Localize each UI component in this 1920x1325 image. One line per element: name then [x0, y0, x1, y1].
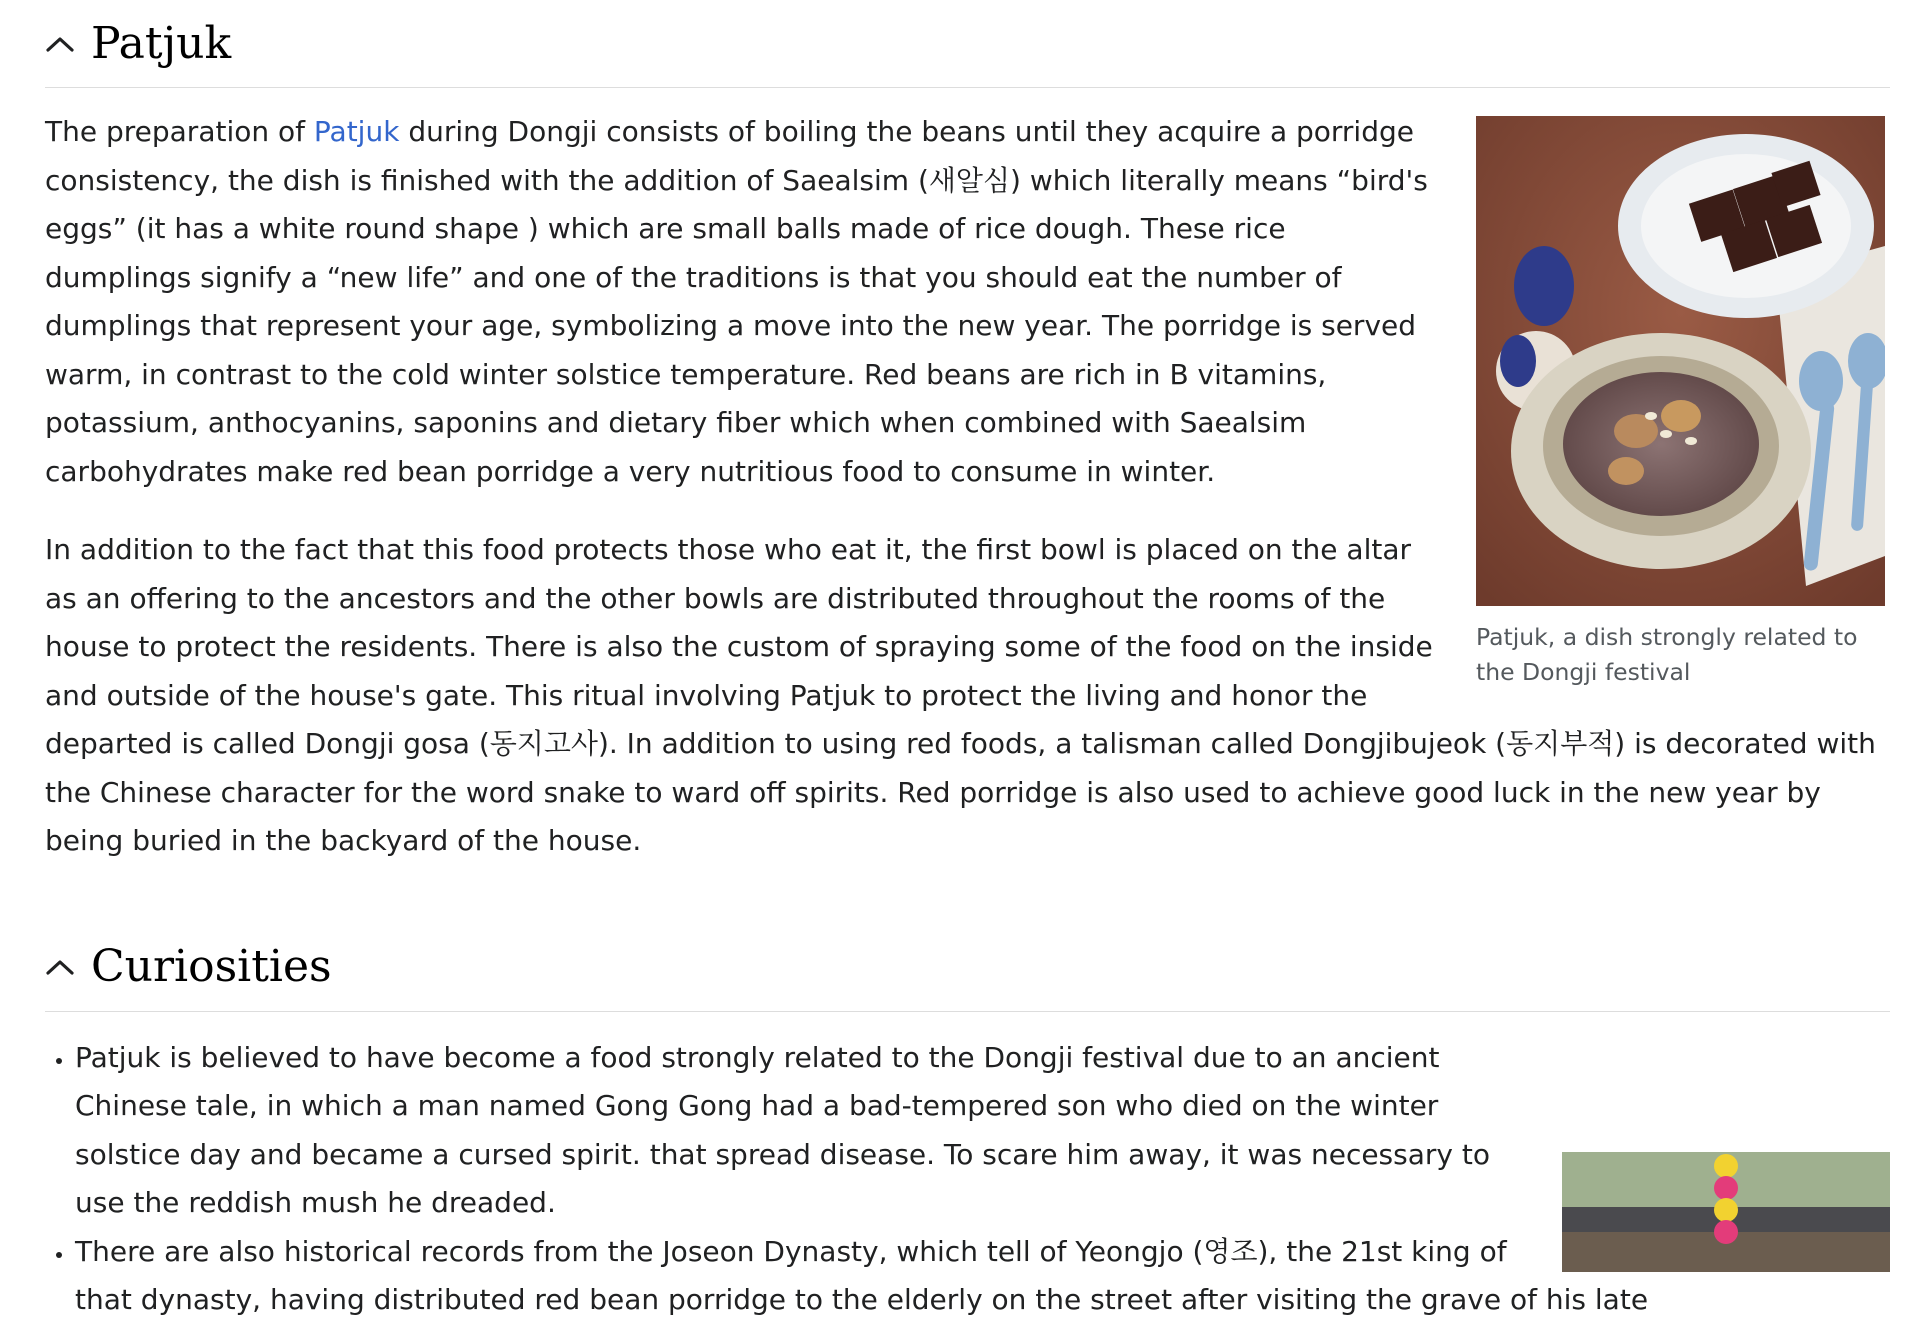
section-title-patjuk: Patjuk	[91, 17, 232, 69]
paragraph-lead-text: The preparation of	[45, 115, 314, 148]
patjuk-figure	[1476, 116, 1890, 690]
curiosities-section-body	[45, 1012, 1890, 1325]
curiosities-figure	[1562, 1152, 1890, 1272]
festival-image[interactable]	[1562, 1152, 1890, 1272]
patjuk-image[interactable]	[1476, 116, 1885, 606]
patjuk-section-heading[interactable]	[45, 0, 1890, 88]
list-item: • There are also historical records from the Joseon Dynasty, which tell of Yeongjo (영조), the 21st king of that dynasty, having distributed red bean porridge to the elderly on the street after visiting the grave of his late	[75, 1228, 1890, 1325]
list-item: • Patjuk is believed to have become a food strongly related to the Dongji festival due to an ancient Chinese tale, in which a man named Gong Gong had a bad-tempered son who died on the winter solstice day and became a cursed spirit. that spread disease. To scare him away, it was necessary to use the reddish mush he dreaded.	[75, 1034, 1890, 1228]
paragraph-body-text: during Dongji consists of boiling the beans until they acquire a porridge consistency, the dish is finished with the addition of Saealsim (새알심) which literally means “bird's eggs” (it has a white round shape ) which are small balls made of rice dough. These rice dumplings signify a “new life” and one of the traditions is that you should eat the number of dumplings that represent your age, symbolizing a move into the new year. The porridge is served warm, in contrast to the cold winter solstice temperature. Red beans are rich in B vitamins, potassium, anthocyanins, saponins and dietary fiber which when combined with Saealsim carbohydrates make red bean porridge a very nutritious food to consume in winter.	[45, 115, 1428, 488]
image-caption: Patjuk, a dish strongly related to the Dongji festival	[1476, 623, 1858, 686]
patjuk-paragraph-2: In addition to the fact that this food protects those who eat it, the first bowl is placed on the altar as an offering to the ancestors and the other bowls are distributed throughout the rooms of the house to protect the residents. There is also the custom of spraying some of the food on the inside and outside of the house's gate. This ritual involving Patjuk to protect the living and honor the departed is called Dongji gosa (동지고사). In addition to using red foods, a talisman called Dongjibujeok (동지부적) is decorated with the Chinese character for the word snake to ward off spirits. Red porridge is also used to achieve good luck in the new year by being buried in the backyard of the house.	[45, 533, 1876, 857]
article-content	[45, 0, 1890, 1325]
chevron-up-icon[interactable]	[45, 24, 91, 64]
patjuk-link[interactable]: Patjuk	[313, 115, 400, 148]
patjuk-section-body	[45, 88, 1890, 866]
curiosities-section-heading[interactable]	[45, 924, 1890, 1012]
chevron-up-icon[interactable]	[45, 947, 91, 987]
section-title-curiosities: Curiosities	[91, 941, 332, 992]
